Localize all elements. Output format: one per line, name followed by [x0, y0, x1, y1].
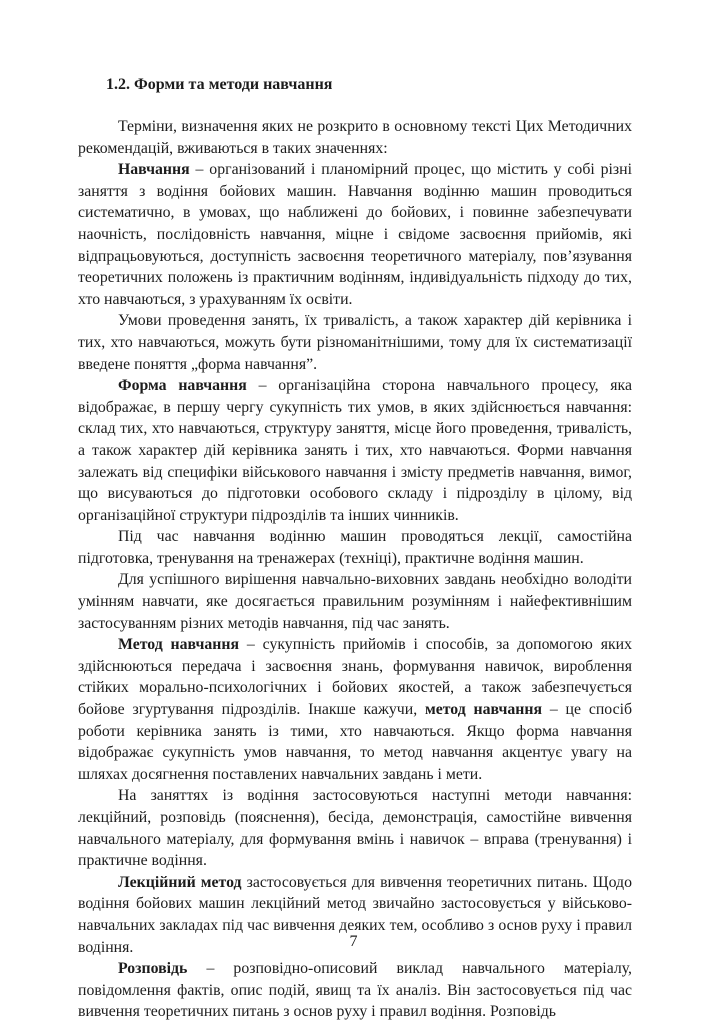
- paragraph: [78, 785, 632, 871]
- paragraph-text: На заняттях із водіння застосовуються наступні методи навчання: лекційний, розповідь (пояснення), бесіда, демонстрація, самостійне вивчення навчального матеріалу, для формування вмінь і навичок – вправа (тренування) і практичне водіння.: [78, 787, 632, 870]
- paragraph: [78, 159, 632, 310]
- paragraph-text: – організований і планомірний процес, що містить у собі різні заняття з водіння бойових машин. Навчання водінню машин проводиться систематично, в умовах, що наближені до бойових, і повинне забезпечувати наочність, послідовність навчання, міцне і свідоме засвоєння прийомів, які відпрацьовуються, доступність засвоєння теоретичного матеріалу, пов’язування теоретичних положень із практичним водінням, індивідуальність підходу до тих, хто навчаються, з урахуванням їх освіти.: [78, 161, 632, 308]
- paragraph-text: Умови проведення занять, їх тривалість, а також характер дій керівника і тих, хто навчаються, можуть бути різноманітнішими, тому для їх систематизації введене поняття „форма навчання”.: [78, 312, 632, 373]
- paragraph: [78, 958, 632, 1023]
- term-bold: Метод навчання: [118, 636, 240, 654]
- paragraph-text: – розповідно-описовий виклад навчального матеріалу, повідомлення фактів, опис подій, явищ та їх аналіз. Він застосовується під час вивчення теоретичних питань з основ руху і правил водіння. Розповідь: [78, 960, 632, 1021]
- page-body: [78, 74, 632, 1023]
- paragraphs: [78, 116, 632, 1023]
- page-number: 7: [349, 933, 358, 950]
- term-bold: метод навчання: [424, 701, 543, 719]
- paragraph-text: Терміни, визначення яких не розкрито в основному тексті Цих Методичних рекомендацій, вживаються в таких значеннях:: [78, 118, 632, 157]
- paragraph-text: Під час навчання водінню машин проводяться лекції, самостійна підготовка, тренування на тренажерах (техніці), практичне водіння машин.: [78, 528, 632, 567]
- paragraph: [78, 310, 632, 375]
- term-bold: Форма навчання: [118, 377, 247, 395]
- paragraph: [78, 526, 632, 569]
- paragraph-text: застосовується для вивчення теоретичних питань. Щодо водіння бойових машин лекційний метод звичайно застосовується у військово-навчальних закладах під час вивчення деяких тем, особливо з основ руху і правил водіння.: [78, 873, 632, 956]
- paragraph-text: – сукупність прийомів і способів, за допомогою яких здійснюються передача і засвоєння знань, формування навичок, вироблення стійких морально-психологічних і бойових якостей, а також забезпечується бойове згуртування підрозділів. Інакше кажучи,: [78, 636, 633, 719]
- paragraph-text: – це спосіб роботи керівника занять із тими, хто навчаються. Якщо форма навчання відображає сукупність умов навчання, то метод навчання акцентує увагу на шляхах досягнення поставлених навчальних завдань і мети.: [78, 701, 633, 783]
- paragraph-text: Для успішного вирішення навчально-виховних завдань необхідно володіти умінням навчати, яке досягається правильним розумінням і найефективнішим застосуванням різних методів навчання, під час занять.: [78, 571, 632, 632]
- paragraph: [78, 375, 632, 526]
- term-bold: Розповідь: [118, 960, 188, 978]
- section-heading: 1.2. Форми та методи навчання: [106, 76, 333, 93]
- term-bold: Лекційний метод: [118, 873, 242, 891]
- paragraph: [78, 116, 632, 159]
- term-bold: Навчання: [118, 161, 190, 179]
- paragraph: [78, 634, 632, 785]
- paragraph-text: – організаційна сторона навчального процесу, яка відображає, в першу чергу сукупність тих умов, в яких здійснюється навчання: склад тих, хто навчаються, структуру заняття, місце його проведення, тривалість, а також характер дій керівника занять і тих, хто навчаються. Форми навчання залежать від специфіки військового навчання і змісту предметів навчання, вимог, що висуваються до підготовки особового складу і підрозділу в цілому, від організаційної структури підрозділів та інших чинників.: [78, 377, 632, 524]
- paragraph: [78, 569, 632, 634]
